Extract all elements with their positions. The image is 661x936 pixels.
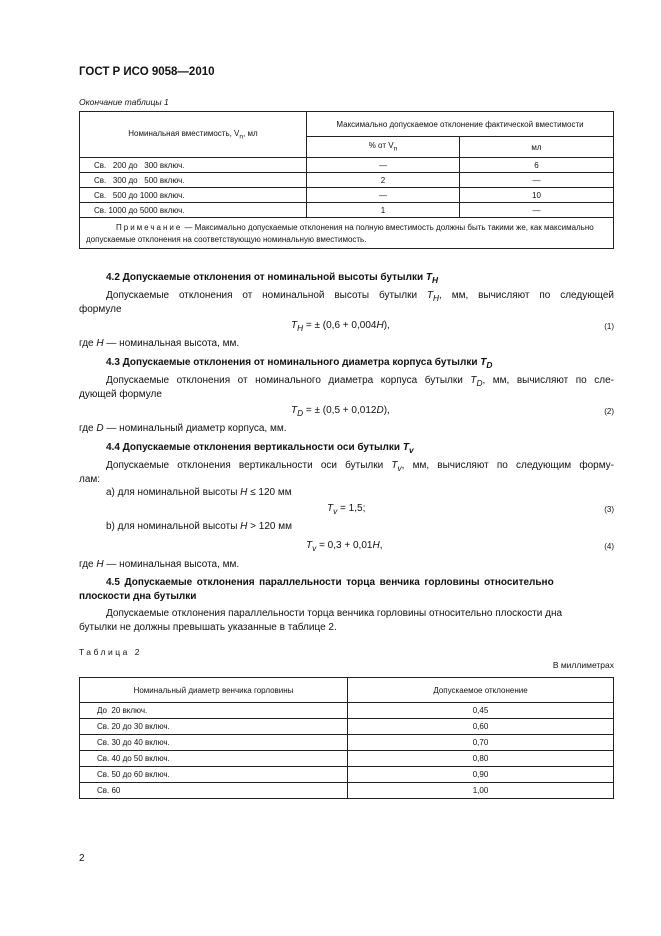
- table1-cell-ml: 6: [460, 158, 614, 173]
- note-text: — Максимально допускаемые отклонения на полную вместимость должны быть такими же, как максимально допускаемые отклонения на соответствующую номинальную вместимость.: [86, 223, 594, 244]
- table-2: [79, 677, 614, 799]
- equation-number-4: (4): [604, 542, 614, 551]
- formula-2: $T_D$ = ± (0,5 + 0,012D),: [291, 405, 390, 418]
- equation-number-3: (3): [604, 505, 614, 514]
- table1-head-group: Максимально допускаемое отклонение фактической вместимости: [307, 112, 614, 137]
- formula-4: $T_v = 0,3 + 0,01H$,: [306, 540, 383, 553]
- section-4-4-line1: Допускаемые отклонения вертикальности оси бутылки $T_v$, мм, вычисляют по следующим форму-: [106, 460, 615, 473]
- section-4-2-title: 4.2 Допускаемые отклонения от номинальной высоты бутылки $T_H$: [106, 272, 439, 285]
- section-4-3-where: где D — номинальный диаметр корпуса, мм.: [79, 423, 287, 434]
- table1-cell-percent: 1: [307, 203, 460, 218]
- section-4-3-line2: дующей формуле: [79, 389, 162, 400]
- condition-a: a) для номинальной высоты H ≤ 120 мм: [106, 487, 292, 498]
- section-4-2-where: где H — номинальная высота, мм.: [79, 338, 240, 349]
- table1-head-ml: мл: [460, 137, 614, 158]
- document-header: ГОСТ Р ИСО 9058—2010: [79, 66, 215, 78]
- table1-head-percent: % от $V_n$: [307, 137, 460, 158]
- page-number: 2: [79, 853, 85, 864]
- table-row: [80, 703, 614, 719]
- table2-cell-range: Св. 40 до 50 включ.: [80, 751, 348, 767]
- table1-cell-range: Св. 200 до 300 включ.: [80, 158, 307, 173]
- table-row: [80, 158, 614, 173]
- section-4-2-line1: Допускаемые отклонения от номинальной высоты бутылки $T_H$, мм, вычисляют по следующей: [106, 290, 614, 303]
- table2-cell-range: Св. 30 до 40 включ.: [80, 735, 348, 751]
- table2-cell-value: 0,45: [348, 703, 614, 719]
- formula-1: $T_H$ = ± (0,6 + 0,004H),: [291, 320, 390, 333]
- table-row: [80, 203, 614, 218]
- table2-cell-value: 0,90: [348, 767, 614, 783]
- table2-cell-range: Св. 50 до 60 включ.: [80, 767, 348, 783]
- table2-cell-range: До 20 включ.: [80, 703, 348, 719]
- section-4-5-body1: Допускаемые отклонения параллельности торца венчика горловины относительно плоскости дна: [106, 608, 563, 619]
- section-4-5-body2: бутылки не должны превышать указанные в таблице 2.: [79, 622, 337, 633]
- table-row: [80, 767, 614, 783]
- table-row: [80, 751, 614, 767]
- table-row: [80, 735, 614, 751]
- table1-cell-range: Св. 300 до 500 включ.: [80, 173, 307, 188]
- section-4-4-title: 4.4 Допускаемые отклонения вертикальности оси бутылки $T_v$: [106, 442, 414, 455]
- table1-cell-ml: —: [460, 173, 614, 188]
- section-4-3-line1: Допускаемые отклонения от номинального диаметра корпуса бутылки $T_D$, мм, вычисляют по сле-: [106, 375, 615, 388]
- table1-cell-range: Св. 500 до 1000 включ.: [80, 188, 307, 203]
- table2-caption: Таблица 2: [79, 647, 142, 657]
- table1-cell-ml: —: [460, 203, 614, 218]
- table1-caption: Окончание таблицы 1: [79, 97, 169, 107]
- table2-units: В миллиметрах: [552, 660, 614, 670]
- section-4-4-where: где H — номинальная высота, мм.: [79, 559, 240, 570]
- table2-cell-value: 0,70: [348, 735, 614, 751]
- table-1: [79, 111, 614, 249]
- table-row: [80, 188, 614, 203]
- section-4-5-title: 4.5 Допускаемые отклонения параллельности торца венчика горловины относительно: [106, 577, 554, 588]
- section-4-2-line2: формуле: [79, 304, 122, 315]
- table1-note: [80, 218, 614, 249]
- table2-cell-range: Св. 20 до 30 включ.: [80, 719, 348, 735]
- table-row: [80, 719, 614, 735]
- table1-cell-ml: 10: [460, 188, 614, 203]
- section-4-5-title-cont: плоскости дна бутылки: [79, 591, 197, 602]
- table2-head-deviation: Допускаемое отклонение: [348, 678, 614, 703]
- table2-cell-value: 0,80: [348, 751, 614, 767]
- equation-number-2: (2): [604, 407, 614, 416]
- section-4-4-line2: лам:: [79, 474, 101, 485]
- formula-3: $T_v = 1,5$;: [327, 503, 366, 516]
- note-label: Примечание: [116, 223, 183, 232]
- table2-cell-value: 0,60: [348, 719, 614, 735]
- table1-cell-percent: —: [307, 158, 460, 173]
- table2-head-diameter: Номинальный диаметр венчика горловины: [80, 678, 348, 703]
- condition-b: b) для номинальной высоты H > 120 мм: [106, 521, 292, 532]
- table1-cell-percent: —: [307, 188, 460, 203]
- equation-number-1: (1): [604, 322, 614, 331]
- table2-cell-value: 1,00: [348, 783, 614, 799]
- table1-cell-percent: 2: [307, 173, 460, 188]
- table-row: [80, 783, 614, 799]
- table-row: [80, 173, 614, 188]
- section-4-3-title: 4.3 Допускаемые отклонения от номинального диаметра корпуса бутылки $T_D$: [106, 357, 493, 370]
- table1-head-capacity: Номинальная вместимость, $V_n$, мл: [80, 112, 307, 158]
- table1-cell-range: Св. 1000 до 5000 включ.: [80, 203, 307, 218]
- table2-cell-range: Св. 60: [80, 783, 348, 799]
